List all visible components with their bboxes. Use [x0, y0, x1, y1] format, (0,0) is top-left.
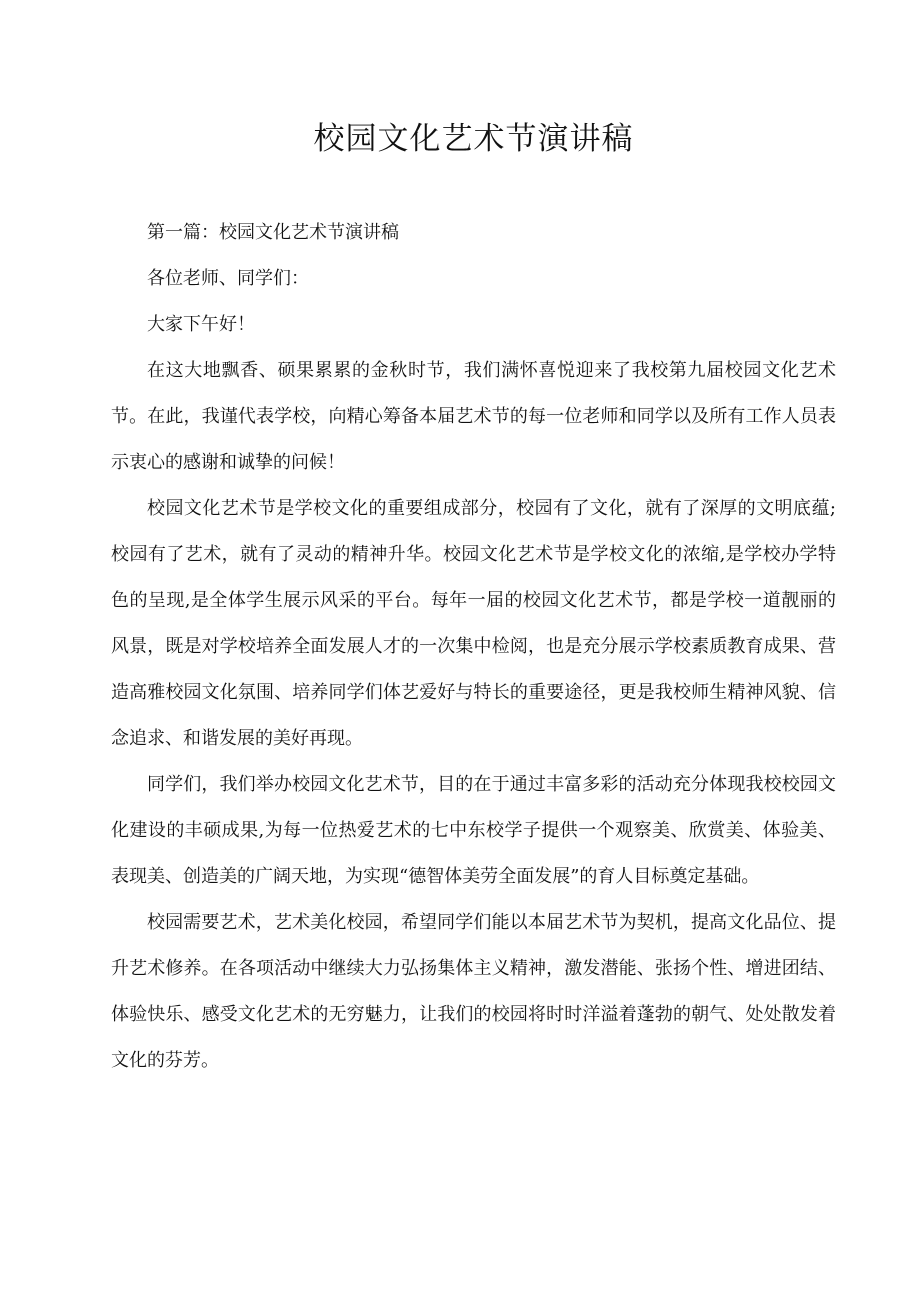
section-heading: 第一篇：校园文化艺术节演讲稿: [147, 222, 399, 243]
body-paragraph-3: 同学们，我们举办校园文化艺术节，目的在于通过丰富多彩的活动充分体现我校校园文化建设的丰硕成果,为每一位热爱艺术的七中东校学子提供一个观察美、欣赏美、体验美、表现美、创造美的广阔天地，为实现“德智体美劳全面发展”的育人目标奠定基础。: [111, 774, 836, 887]
document-title: 校园文化艺术节演讲稿: [313, 121, 634, 157]
body-paragraph-4: 校园需要艺术，艺术美化校园，希望同学们能以本届艺术节为契机，提高文化品位、提升艺术修养。在各项活动中继续大力弘扬集体主义精神，激发潜能、张扬个性、增进团结、体验快乐、感受文化艺术的无穷魅力，让我们的校园将时时洋溢着蓬勃的朝气、处处散发着文化的芬芳。: [111, 912, 836, 1071]
greeting: 大家下午好！: [147, 314, 255, 335]
salutation: 各位老师、同学们：: [147, 268, 309, 289]
body-paragraph-2: 校园文化艺术节是学校文化的重要组成部分，校园有了文化，就有了深厚的文明底蕴;校园有了艺术，就有了灵动的精神升华。校园文化艺术节是学校文化的浓缩,是学校办学特色的呈现,是全体学生展示风采的平台。每年一届的校园文化艺术节，都是学校一道靓丽的风景，既是对学校培养全面发展人才的一次集中检阅，也是充分展示学校素质教育成果、营造高雅校园文化氛围、培养同学们体艺爱好与特长的重要途径，更是我校师生精神风貌、信念追求、和谐发展的美好再现。: [111, 498, 836, 749]
document-body: [111, 210, 836, 1084]
body-paragraph-1: 在这大地飘香、硕果累累的金秋时节，我们满怀喜悦迎来了我校第九届校园文化艺术节。在此，我谨代表学校，向精心筹备本届艺术节的每一位老师和同学以及所有工作人员表示衷心的感谢和诚挚的问候！: [111, 360, 836, 473]
